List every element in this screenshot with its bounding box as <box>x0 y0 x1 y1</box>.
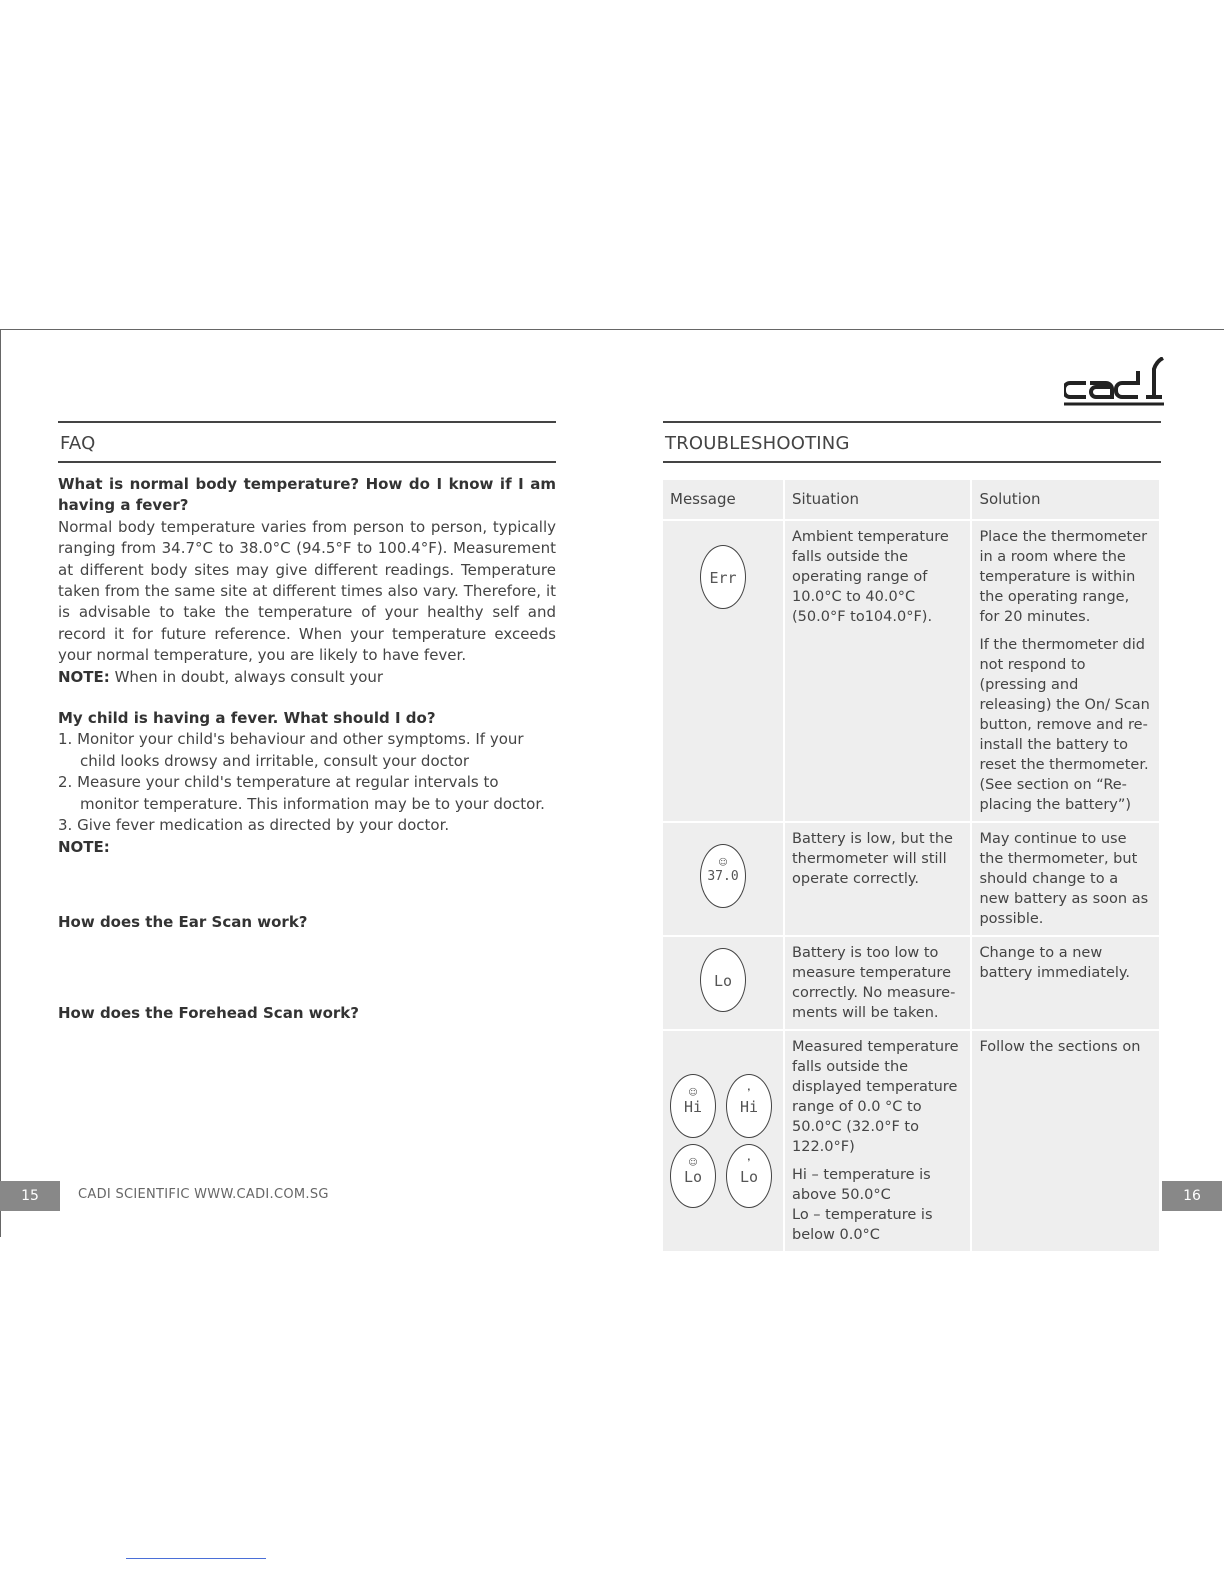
message-cell <box>663 937 783 1029</box>
page-top-border <box>0 329 1224 330</box>
smiley-icon: ☺ <box>688 1088 698 1098</box>
lcd-text: Lo <box>683 1168 703 1186</box>
troubleshooting-table <box>661 478 1161 1253</box>
table-row <box>663 1031 1159 1251</box>
lcd-display-icon <box>670 1074 716 1138</box>
faq-bottom-rule <box>58 461 556 463</box>
column-header-solution: Solution <box>972 480 1159 519</box>
lcd-text: Err <box>709 569 737 587</box>
situation-lo-text: Lo – temperature is below 0.0°C <box>792 1207 933 1243</box>
lcd-text: 37.0 <box>707 869 739 884</box>
faq-note-2: NOTE: <box>58 837 110 856</box>
situation-cell <box>785 1031 970 1251</box>
solution-cell: Change to a new battery immediately. <box>972 937 1159 1029</box>
faq-question-normal-temp: What is normal body temperature? How do I know if I am having a fever? <box>58 475 556 515</box>
cadi-logo <box>1064 357 1166 407</box>
situation-text: Measured temperature falls outside the displayed temperature range of 0.0 °C to 50.0°C (32.0°F to 122.0°F) <box>792 1039 959 1155</box>
solution-text: If the thermometer did not respond to (pressing and releasing) the On/ Scan button, remove and re-install the battery to reset the thermometer. (See section on “Re- placing the battery”) <box>979 637 1150 813</box>
solution-cell: May continue to use the thermometer, but should change to a new battery as soon as possible. <box>972 823 1159 935</box>
solution-text: Place the thermometer in a room where the temperature is within the operating range, for 20 minutes. <box>979 529 1148 625</box>
lcd-display-icon <box>700 844 746 908</box>
faq-question-forehead-scan: How does the Forehead Scan work? <box>58 1004 359 1023</box>
lcd-text: Lo <box>713 972 733 990</box>
message-cell <box>663 823 783 935</box>
faq-question-ear-scan: How does the Ear Scan work? <box>58 912 308 931</box>
bottom-link-underline <box>126 1558 266 1559</box>
solution-cell: Follow the sections on <box>972 1031 1159 1251</box>
smiley-icon: ☺ <box>718 858 728 868</box>
solution-cell <box>972 521 1159 821</box>
table-row <box>663 521 1159 821</box>
situation-hi-text: Hi – temperature is above 50.0°C <box>792 1167 931 1203</box>
column-header-message: Message <box>663 480 783 519</box>
lcd-text: Hi <box>683 1098 703 1116</box>
troubleshooting-top-rule <box>663 421 1161 423</box>
column-header-situation: Situation <box>785 480 970 519</box>
table-header-row <box>663 480 1159 519</box>
footer-publisher: CADI SCIENTIFIC WWW.CADI.COM.SG <box>78 1187 329 1202</box>
situation-cell: Ambient temperature falls outside the operating range of 10.0°C to 40.0°C (50.0°F to104.0°F). <box>785 521 970 821</box>
ear-icon: ❜ <box>747 1088 751 1098</box>
faq-note-1 <box>58 667 556 688</box>
lcd-text: Lo <box>739 1168 759 1186</box>
troubleshooting-bottom-rule <box>663 461 1161 463</box>
lcd-display-group <box>670 1074 776 1208</box>
message-cell <box>663 1031 783 1251</box>
faq-step: 3. Give fever medication as directed by your doctor. <box>58 816 450 835</box>
troubleshooting-title: TROUBLESHOOTING <box>665 433 850 454</box>
faq-title: FAQ <box>60 433 96 454</box>
smiley-icon: ☺ <box>688 1158 698 1168</box>
lcd-display-icon <box>700 948 746 1012</box>
lcd-display-icon <box>670 1144 716 1208</box>
situation-cell: Battery is low, but the thermometer will still operate correctly. <box>785 823 970 935</box>
lcd-display-icon <box>700 545 746 609</box>
table-row <box>663 823 1159 935</box>
lcd-display-icon <box>726 1144 772 1208</box>
lcd-display-icon <box>726 1074 772 1138</box>
faq-answer-normal-temp: Normal body temperature varies from person to person, typically ranging from 34.7°C to 38.0°C (94.5°F to 100.4°F). Measurement at different body sites may give different readings. Temperature taken from the same site at different times also vary. Therefore, it is advisable to take the temperature of your healthy self and record it for future reference. When your temperature exceeds your normal temperature, you are likely to have fever. <box>58 517 556 665</box>
faq-question-child-fever: My child is having a fever. What should I do? <box>58 709 436 728</box>
faq-step: 2. Measure your child's temperature at regular intervals to monitor temperature. This information may be to your doctor. <box>58 773 545 813</box>
ear-icon: ❜ <box>747 1158 751 1168</box>
note-text: When in doubt, always consult your <box>109 667 384 686</box>
faq-content <box>58 474 556 1025</box>
table-row <box>663 937 1159 1029</box>
faq-steps-list <box>58 729 556 836</box>
lcd-text: Hi <box>739 1098 759 1116</box>
message-cell <box>663 521 783 821</box>
page-number-left: 15 <box>0 1181 60 1211</box>
situation-cell: Battery is too low to measure temperature correctly. No measure- ments will be taken. <box>785 937 970 1029</box>
faq-step: 1. Monitor your child's behaviour and other symptoms. If your child looks drowsy and irritable, consult your doctor <box>58 730 524 770</box>
faq-top-rule <box>58 421 556 423</box>
page-left-border <box>0 329 1 1237</box>
note-label: NOTE: <box>58 667 110 686</box>
page-number-right: 16 <box>1162 1181 1222 1211</box>
